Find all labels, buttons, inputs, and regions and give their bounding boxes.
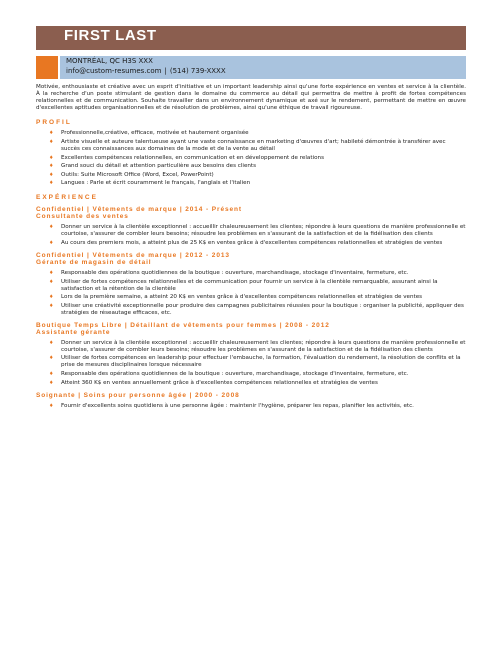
list-item: ♦ Utiliser une créativité exceptionnelle pour produire des campagnes publicitaires réussies pour la boutique : organiser la publicité, appliquer des stratégies de réseautage efficaces, etc. xyxy=(49,303,466,317)
profile-heading: PROFIL xyxy=(36,119,72,127)
list-item: ♦ Excellentes compétences relationnelles, en communication et en développement de relations xyxy=(49,155,466,162)
job-role: Consultante des ventes xyxy=(36,213,129,221)
list-item: ♦ Utiliser de fortes compétences relationnelles et de communication pour fournir un service à la clientèle remarquable, assurant ainsi la satisfaction et la rétention de la clientèle xyxy=(49,279,466,293)
job-role: Gérante de magasin de détail xyxy=(36,258,152,266)
resume-content xyxy=(36,84,466,411)
list-item: ♦ Au cours des premiers mois, a atteint plus de 25 K$ en ventes grâce à d'excellentes compétences relationnelles et stratégies de ventes xyxy=(49,240,466,247)
experience-heading: EXPÉRIENCE xyxy=(36,194,98,202)
job-title: Soignante | Soins pour personne âgée | 2000 - 2008 xyxy=(36,391,240,399)
address: MONTRÉAL, QC H3S XXX xyxy=(66,57,153,65)
accent-square xyxy=(36,56,58,79)
list-item: ♦ Grand souci du détail et attention particulière aux besoins des clients xyxy=(49,163,466,170)
job-role: Assistante gérante xyxy=(36,328,111,336)
list-item: ♦ Responsable des opérations quotidiennes de la boutique : ouverture, marchandisage, stockage d'inventaire, fermeture, etc. xyxy=(49,270,466,277)
list-item: ♦ Artiste visuelle et auteure talentueuse ayant une vaste connaissance en marketing d'œuvres d'art; habileté démontrée à transférer avec succès ces connaissances aux domaines de la mode et de la vente au détail xyxy=(49,139,466,153)
list-item: ♦ Langues : Parle et écrit couramment le français, l'anglais et l'italien xyxy=(49,180,466,187)
job-duties-list xyxy=(49,340,466,387)
list-item: ♦ Donner un service à la clientèle exceptionnel : accueillir chaleureusement les clientes; répondre à leurs questions de manière professionnelle et courtoise, s'assurer de combler leurs besoins; résoudre les problèmes en s'assurant de la satisfaction et de la fidélisation des clients xyxy=(49,340,466,354)
email: info@custom-resumes.com xyxy=(66,67,162,75)
profile-list xyxy=(49,130,466,187)
list-item: ♦ Utiliser de fortes compétences en leadership pour effectuer l'embauche, la formation, l'évaluation du rendement, la résolution de conflits et la prise de mesures disciplinaires lorsque nécessaire xyxy=(49,355,466,369)
job-title: Confidentiel | Vêtements de marque | 2012 - 2013 xyxy=(36,251,230,259)
contact-separator: | xyxy=(164,67,167,75)
list-item: ♦ Responsable des opérations quotidiennes de la boutique : ouverture, marchandisage, stockage d'inventaire, fermeture, etc. xyxy=(49,371,466,378)
job-title: Boutique Temps Libre | Détaillant de vêtements pour femmes | 2008 - 2012 xyxy=(36,321,330,329)
list-item: ♦ Outils: Suite Microsoft Office (Word, Excel, PowerPoint) xyxy=(49,172,466,179)
candidate-name: FIRST LAST xyxy=(64,27,157,44)
list-item: ♦ Lors de la première semaine, a atteint 20 K$ en ventes grâce à d'excellentes compétences relationnelles et stratégies de ventes xyxy=(49,294,466,301)
list-item: ♦ Professionnelle,créative, efficace, motivée et hautement organisée xyxy=(49,130,466,137)
job-duties-list xyxy=(49,403,466,410)
list-item: ♦ Donner un service à la clientèle exceptionnel : accueillir chaleureusement les clientes; répondre à leurs questions de manière professionnelle et courtoise, s'assurer de combler leurs besoins; résoudre les problèmes en s'assurant de la satisfaction et de la fidélisation des clients xyxy=(49,224,466,238)
list-item: ♦ Atteint 360 K$ en ventes annuellement grâce à d'excellentes compétences relationnelles et stratégies de ventes xyxy=(49,380,466,387)
job-duties-list xyxy=(49,270,466,317)
phone: (514) 739-XXXX xyxy=(169,67,226,75)
list-item: ♦ Fournir d'excellents soins quotidiens à une personne âgée : maintenir l'hygiène, préparer les repas, planifier les activités, etc. xyxy=(49,403,466,410)
job-title: Confidentiel | Vêtements de marque | 2014 - Présent xyxy=(36,206,242,214)
job-duties-list xyxy=(49,224,466,247)
summary: Motivée, enthousiaste et créative avec un esprit d'initiative et un important leadership ainsi qu'une forte expérience en ventes et service à la clientèle. À la recherche d'un poste stimulant de gestion dans le domaine du commerce au détail qui permettra de mettre à profit de fortes compétences relationnelles et de communication. Souhaite travailler dans un environnement dynamique et axé sur le rendement, permettant de mettre en œuvre d'excellentes aptitudes organisationnelles et de résolution de problèmes, ainsi qu'une éthique de travail rigoureuse. xyxy=(36,84,466,112)
contact-info xyxy=(66,67,226,75)
